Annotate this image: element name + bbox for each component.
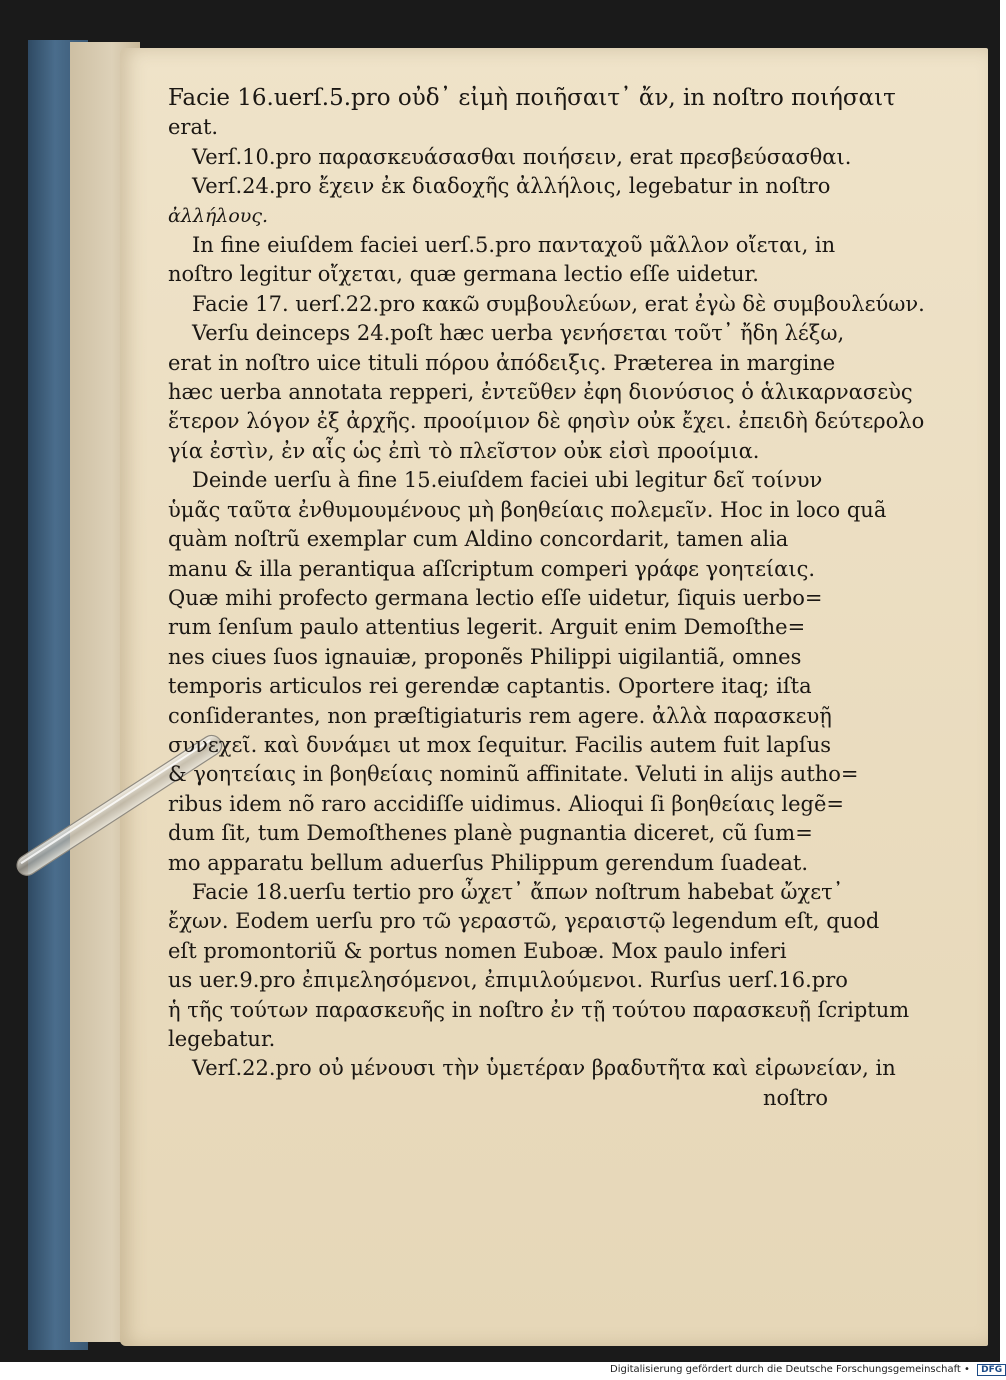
text-line: ὑμᾶς ταῦτα ἐνθυμουμένους μὴ βοηθείαις πολεμεῖν. Hoc in loco quã (168, 497, 887, 522)
text-line: ἕτερον λόγον ἐξ ἀρχῆς. προοίμιον δὲ φησὶν οὐκ ἔχει. ἐπειδὴ δεύτερολο (168, 409, 925, 434)
text-line: Facie 16.uerſ.5.pro οὐδ᾽ εἰμὴ ποιῆσαιτ᾽ ἄν, in noſtro ποιήσαιτ (168, 85, 896, 111)
text-line: ἀλλήλους. (168, 204, 269, 227)
paragraph-vers-22 (168, 1054, 896, 1113)
text-line: nes ciues ſuos ignauiæ, proponẽs Philippi uigilantiã, omnes (168, 644, 802, 669)
digitization-credit (610, 1364, 1003, 1380)
text-line: Quæ mihi profecto germana lectio eſſe uidetur, ſiquis uerbo= (168, 585, 823, 610)
catchword: noſtro (762, 1085, 828, 1110)
text-line: erat in noſtro uice tituli πόρου ἀπόδειξις. Præterea in margine (168, 350, 836, 375)
dfg-logo: DFG (977, 1364, 1006, 1376)
text-line: us uer.9.pro ἐπιμελησόμενοι, ἐπιμιλούμενοι. Rurſus uerſ.16.pro (168, 968, 848, 993)
text-line: Facie 18.uerſu tertio pro ὦχετ᾽ ἄπων noſtrum habebat ὤχετ᾽ (192, 879, 844, 904)
text-line: ἡ τῆς τούτων παρασκευῆς in noſtro ἐν τῇ τούτου παρασκευῇ ſcriptum (168, 997, 910, 1022)
paragraph-facie-16 (168, 84, 896, 143)
text-line: noſtro legitur οἴχεται, quæ germana lectio eſſe uidetur. (168, 262, 759, 287)
paragraph-vers-10 (168, 143, 852, 172)
text-line: dum ſit, tum Demoſthenes planè pugnantia diceret, cũ ſum= (168, 821, 813, 846)
text-line: legebatur. (168, 1027, 276, 1051)
paragraph-deinde (168, 466, 887, 878)
text-line: hæc uerba annotata repperi, ἐντεῦθεν ἐφη διονύσιος ὁ ἁλικαρνασεὺς (168, 380, 913, 405)
text-line: In fine eiuſdem faciei uerſ.5.pro πανταχοῦ μᾶλλον οἴεται, in (192, 233, 836, 258)
paragraph-versu-deinceps (168, 319, 925, 466)
text-line: eſt promontoriũ & portus nomen Euboæ. Mox paulo inferi (168, 938, 787, 963)
paragraph-facie-17 (168, 290, 925, 319)
text-line: Facie 17. uerſ.22.pro κακῶ συμβουλεύων, erat ἐγὼ δὲ συμβουλεύων. (192, 291, 925, 316)
text-line: Verſ.24.pro ἔχειν ἐκ διαδοχῆς ἀλλήλοις, legebatur in noſtro (192, 174, 831, 199)
paragraph-vers-24 (168, 172, 831, 231)
text-line: temporis articulos rei gerendæ captantis. Oportere itaq; iſta (168, 674, 812, 699)
page-text (168, 84, 925, 1113)
text-line: Verſ.22.pro οὐ μένουσι τὴν ὑμετέραν βραδυτῆτα καὶ εἰρωνείαν, in (192, 1056, 896, 1081)
text-line: Verſu deinceps 24.poſt hæc uerba γενήσεται τοῦτ᾽ ἤδη λέξω, (192, 321, 845, 346)
text-line: quàm noſtrũ exemplar cum Aldino concordarit, tamen alia (168, 527, 789, 552)
text-line: συνεχεῖ. καὶ δυνάμει ut mox ſequitur. Facilis autem fuit lapſus (168, 732, 831, 757)
bleed-through (888, 218, 988, 1218)
text-line: & γοητείαις in βοηθείαις nominũ affinitate. Veluti in alijs autho= (168, 762, 859, 787)
text-line: erat. (168, 115, 219, 140)
paragraph-facie-18 (168, 878, 910, 1054)
text-line: manu & illa perantiqua aſſcriptum comperi γράφε γοητείαις. (168, 556, 816, 581)
text-line: ἔχων. Eodem uerſu pro τῶ γεραστῶ, γεραιστῷ legendum eſt, quod (168, 909, 880, 934)
paragraph-in-fine (168, 231, 836, 290)
text-line: conſiderantes, non præſtigiaturis rem agere. ἀλλὰ παρασκευῇ (168, 703, 832, 728)
text-line: mo apparatu bellum aduerſus Philippum gerendum ſuadeat. (168, 850, 809, 875)
text-line: ribus idem nõ raro accidiſſe uidimus. Alioqui ſi βοηθείαις legẽ= (168, 791, 844, 816)
text-line: γία ἐστὶν, ἐν αἷς ὡς ἐπὶ τὸ πλεῖστον οὐκ εἰσὶ προοίμια. (168, 438, 760, 463)
text-line: Deinde uerſu à fine 15.eiuſdem faciei ubi legitur δεῖ τοίνυν (192, 468, 823, 493)
text-line: Verſ.10.pro παρασκευάσασθαι ποιήσειν, erat πρεσβεύσασθαι. (192, 144, 852, 169)
text-line: rum ſenſum paulo attentius legerit. Arguit enim Demoſthe= (168, 615, 806, 640)
credit-text: Digitalisierung gefördert durch die Deutsche Forschungsgemeinschaft • (610, 1364, 970, 1375)
